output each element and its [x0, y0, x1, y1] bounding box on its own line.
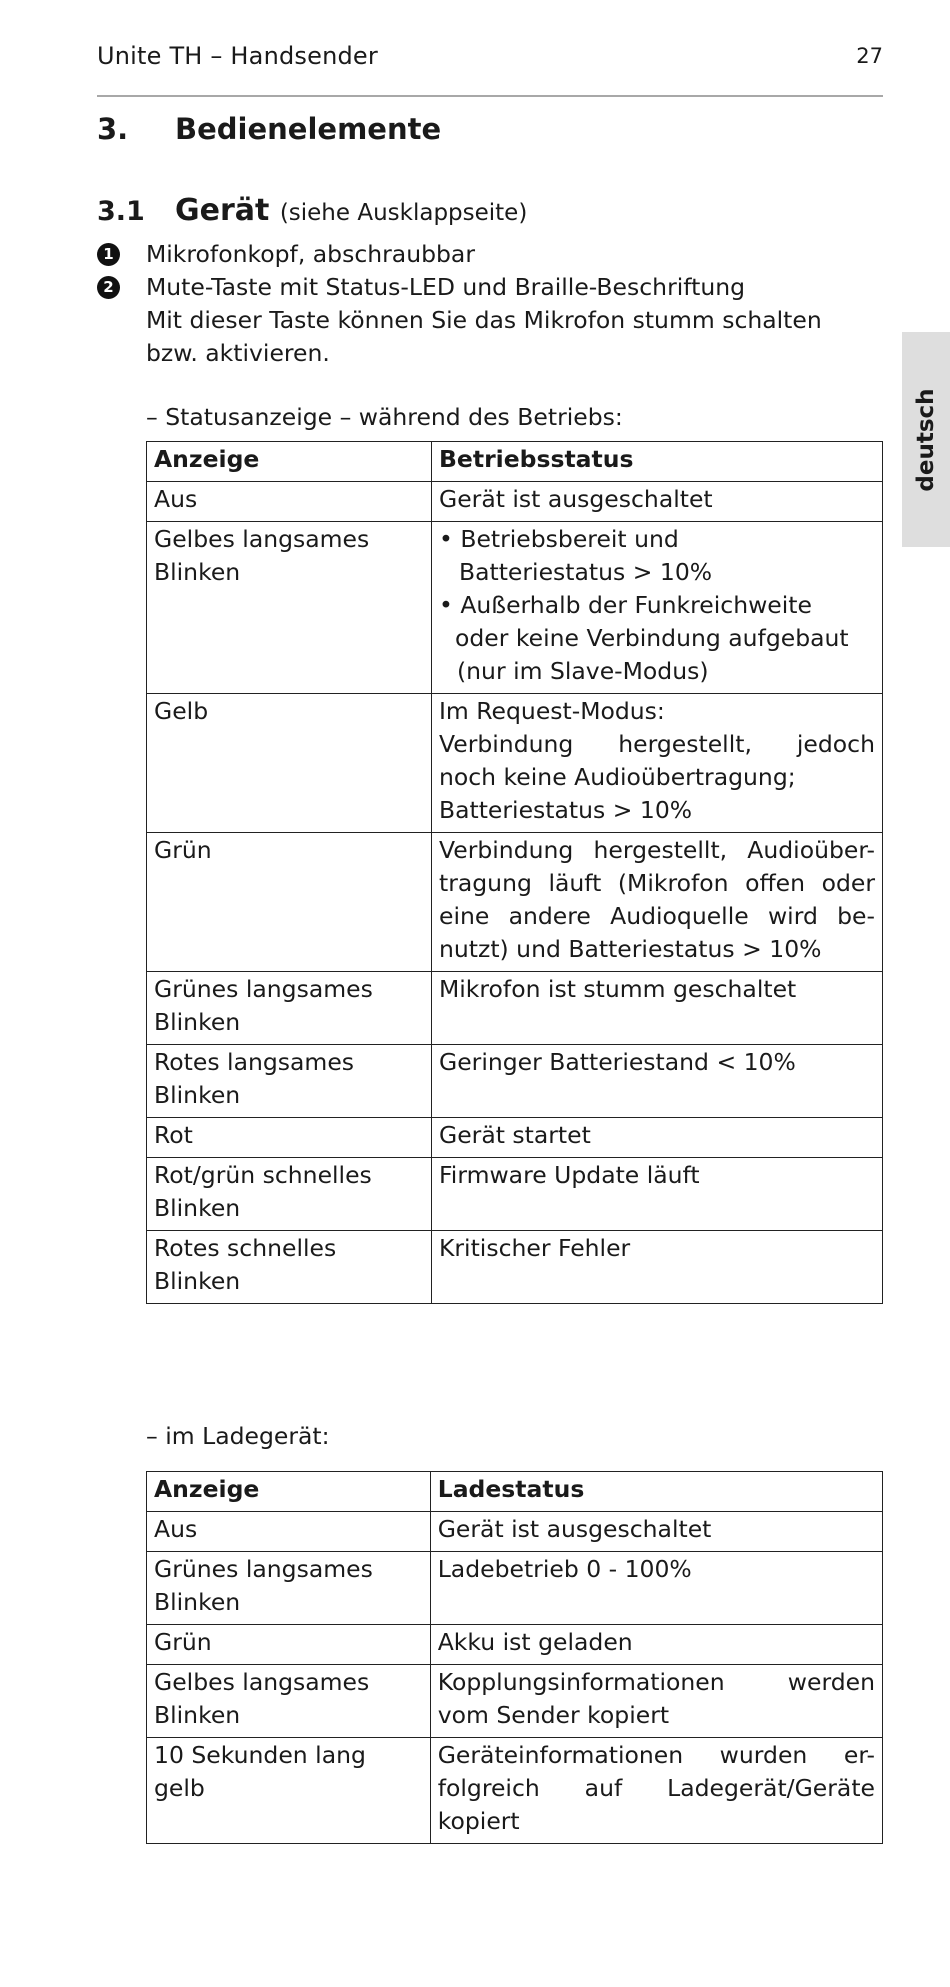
header-divider: [97, 95, 883, 97]
table-header-row: [147, 442, 883, 482]
status-cell: Firmware Update läuft: [431, 1158, 882, 1231]
running-title: Unite TH – Handsender: [97, 42, 378, 70]
status-cell: Kritischer Fehler: [431, 1231, 882, 1304]
item-text: Mikrofonkopf, abschraubbar: [146, 240, 475, 268]
table-row: [147, 1512, 883, 1552]
display-cell: Aus: [147, 482, 432, 522]
column-header: Anzeige: [147, 1472, 431, 1512]
display-cell: Grünes langsames Blinken: [147, 1552, 431, 1625]
table-row: [147, 833, 883, 972]
item-text: Mit dieser Taste können Sie das Mikrofon stumm schalten: [146, 306, 822, 334]
page-header: [97, 40, 883, 80]
item-number-marker: 2: [97, 276, 120, 299]
display-cell: Gelbes langsames Blinken: [147, 522, 432, 694]
status-cell: Gerät ist ausgeschaltet: [431, 482, 882, 522]
table-header-row: [147, 1472, 883, 1512]
subsection-title: Gerät: [175, 193, 270, 228]
status-cell: Geräteinformationen wurden er- folgreich auf Ladegerät/Geräte kopiert: [430, 1738, 882, 1844]
display-cell: Gelb: [147, 694, 432, 833]
status-cell: Kopplungsinformationen werden vom Sender kopiert: [430, 1665, 882, 1738]
charging-status-table: [146, 1471, 883, 1844]
status-cell: Gerät startet: [431, 1118, 882, 1158]
section-number: 3.: [97, 112, 129, 146]
table-row: [147, 482, 883, 522]
subsection-heading: [97, 193, 527, 228]
table-row: [147, 1118, 883, 1158]
status-cell: Ladebetrieb 0 - 100%: [430, 1552, 882, 1625]
table-row: [147, 1158, 883, 1231]
status-cell: Geringer Batteriestand < 10%: [431, 1045, 882, 1118]
display-cell: Grünes langsames Blinken: [147, 972, 432, 1045]
display-cell: Rotes langsames Blinken: [147, 1045, 432, 1118]
charge-table-intro: – im Ladegerät:: [146, 1422, 330, 1450]
status-cell: Im Request-Modus: Verbindung hergestellt, jedoch noch keine Audioübertragung; Batteriestatus > 10%: [431, 694, 882, 833]
list-item: [97, 238, 887, 271]
subsection-note: (siehe Ausklappseite): [279, 200, 528, 226]
language-tab: [902, 332, 950, 547]
column-header: Ladestatus: [430, 1472, 882, 1512]
status-cell: Akku ist geladen: [430, 1625, 882, 1665]
table-row: [147, 1231, 883, 1304]
table-row: [147, 1665, 883, 1738]
display-cell: Aus: [147, 1512, 431, 1552]
item-number-marker: 1: [97, 243, 120, 266]
table-row: [147, 522, 883, 694]
display-cell: 10 Sekunden lang gelb: [147, 1738, 431, 1844]
display-cell: Gelbes langsames Blinken: [147, 1665, 431, 1738]
status-cell: Verbindung hergestellt, Audioüber- tragung läuft (Mikrofon offen oder eine andere Audioquelle wird be- nutzt) und Batteriestatus > 10%: [431, 833, 882, 972]
table-row: [147, 1738, 883, 1844]
list-item: [97, 271, 887, 370]
column-header: Betriebsstatus: [431, 442, 882, 482]
status-table-intro: – Statusanzeige – während des Betriebs:: [146, 403, 623, 431]
display-cell: Grün: [147, 833, 432, 972]
table-row: [147, 1552, 883, 1625]
language-tab-label: deutsch: [913, 387, 939, 492]
status-cell: Gerät ist ausgeschaltet: [430, 1512, 882, 1552]
status-cell: Mikrofon ist stumm geschaltet: [431, 972, 882, 1045]
display-cell: Grün: [147, 1625, 431, 1665]
section-heading: [97, 112, 441, 146]
table-row: [147, 1625, 883, 1665]
display-cell: Rot: [147, 1118, 432, 1158]
table-row: [147, 694, 883, 833]
status-cell: • Betriebsbereit und Batteriestatus > 10% • Außerhalb der Funkreichweite oder keine Verbindung aufgebaut (nur im Slave-Modus): [431, 522, 882, 694]
item-text: bzw. aktivieren.: [146, 339, 330, 367]
display-cell: Rot/grün schnelles Blinken: [147, 1158, 432, 1231]
column-header: Anzeige: [147, 442, 432, 482]
subsection-number: 3.1: [97, 196, 145, 227]
table-row: [147, 972, 883, 1045]
item-text: Mute-Taste mit Status-LED und Braille-Beschriftung: [146, 273, 746, 301]
table-row: [147, 1045, 883, 1118]
display-cell: Rotes schnelles Blinken: [147, 1231, 432, 1304]
page-number: 27: [856, 44, 883, 68]
section-title: Bedienelemente: [175, 112, 442, 146]
operating-status-table: [146, 441, 883, 1304]
